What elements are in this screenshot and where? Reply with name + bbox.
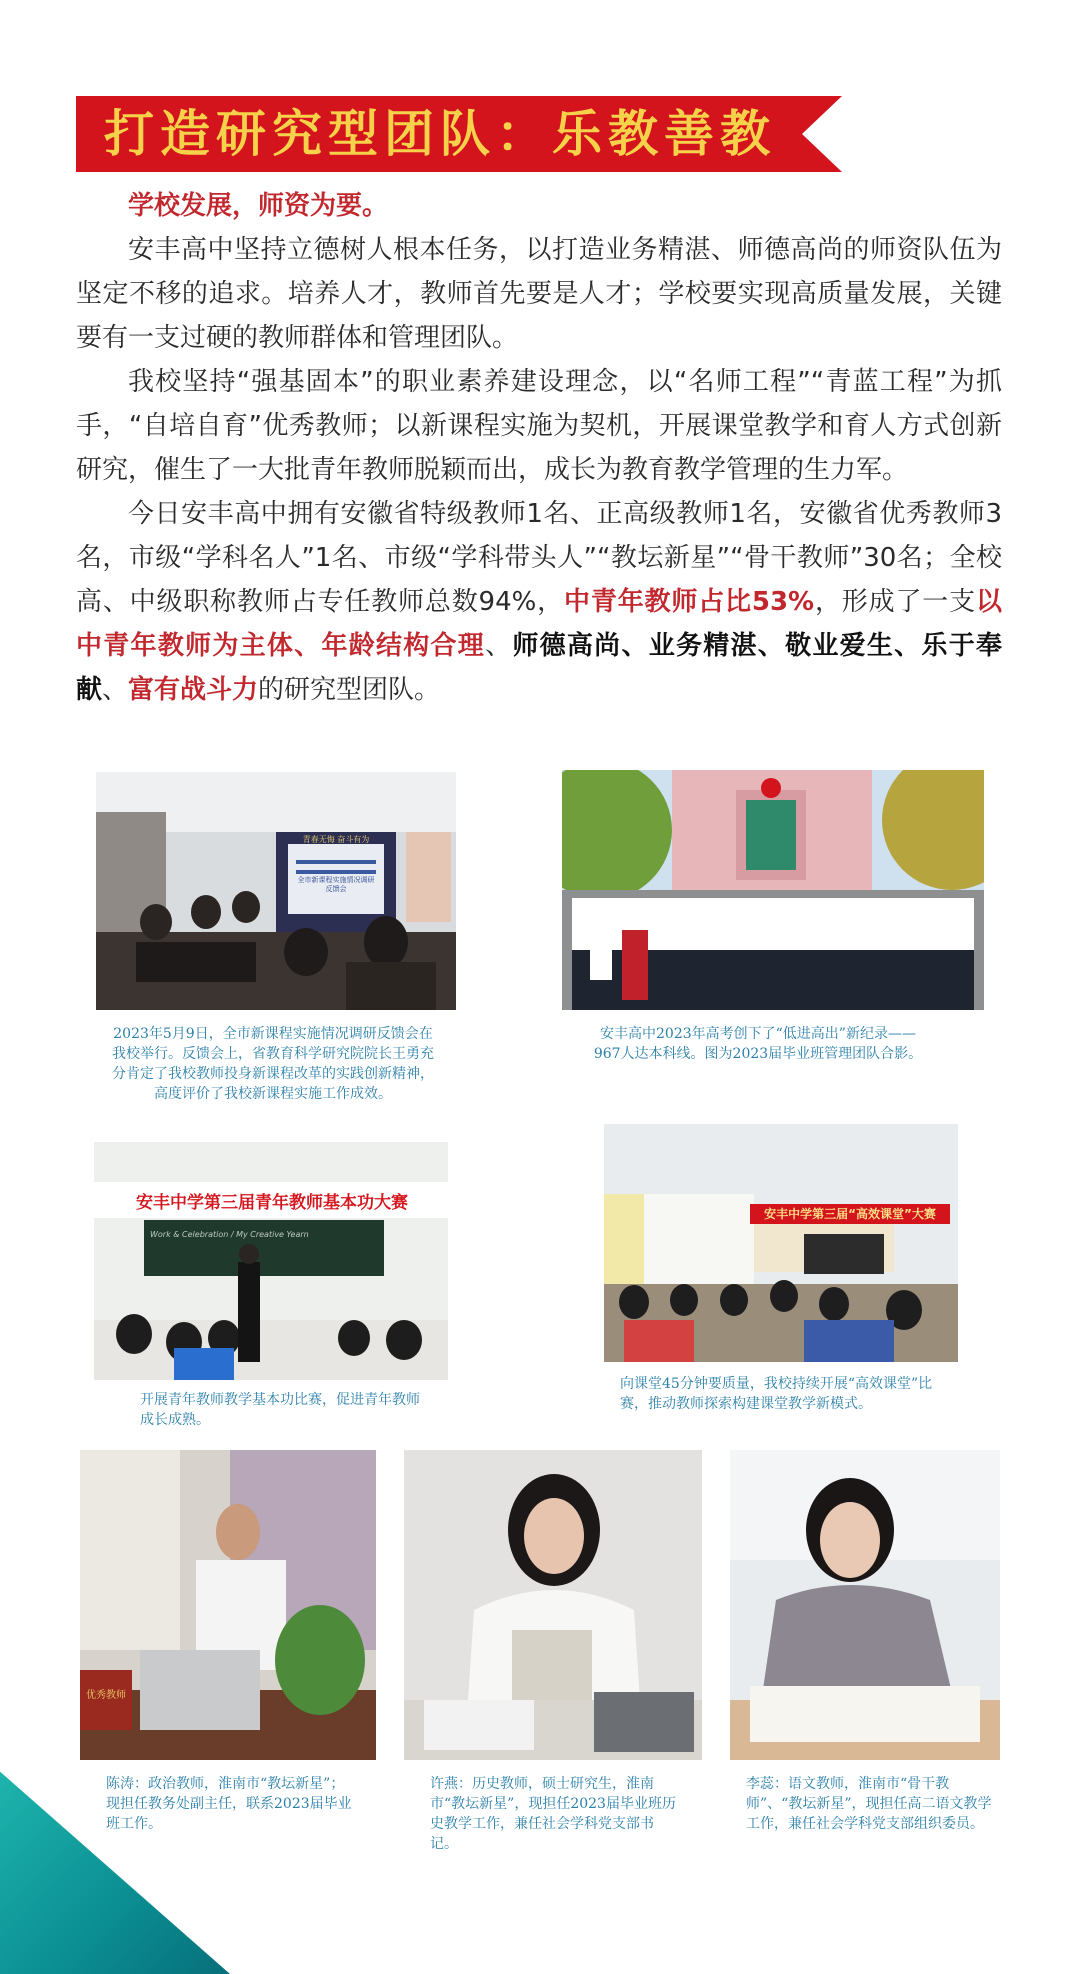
teacher-plaque: 优秀教师 (86, 1690, 126, 1701)
section-title: 打造研究型团队：乐教善教 (104, 104, 776, 163)
caption-li-rui: 李蕊：语文教师，淮南市“骨干教师”、“教坛新星”，现担任高二语文教学工作，兼任社会学科党支部组织委员。 (746, 1776, 992, 1832)
photo-team-group (562, 770, 984, 1010)
intro-paragraph-1: 安丰高中坚持立德树人根本任务，以打造业务精湛、师德高尚的师资队伍为坚定不移的追求。培养人才，教师首先要是人才；学校要实现高质量发展，关键要有一支过硬的教师群体和管理团队。 (76, 235, 1002, 353)
section-banner (76, 96, 842, 172)
caption-chen-tao: 陈涛：政治教师，淮南市“教坛新星”；现担任教务处副主任，联系2023届毕业班工作。 (106, 1776, 352, 1832)
caption-efficient-classroom: 向课堂45分钟要质量，我校持续开展“高效课堂”比赛，推动教师探索构建课堂教学新模式。 (620, 1376, 933, 1412)
caption-teacher-competition: 开展青年教师教学基本功比赛，促进青年教师成长成熟。 (140, 1392, 420, 1428)
photo-teacher-li-rui (730, 1450, 1000, 1760)
caption-xu-yan: 许燕：历史教师，硕士研究生，淮南市“教坛新星”，现担任2023届毕业班历史教学工作，兼任社会学科党支部书记。 (430, 1776, 676, 1852)
photo-efficient-classroom (604, 1124, 958, 1362)
competition-board-text: Work & Celebration / My Creative Yearn (150, 1230, 309, 1239)
caption-team-group: 安丰高中2023年高考创下了“低进高出”新纪录——967人达本科线。图为2023届毕业班管理团队合影。 (593, 1026, 923, 1062)
photo-feedback-meeting (96, 772, 456, 1010)
meeting-banner-text: 青春无悔 奋斗有为 (302, 835, 370, 844)
photo-teacher-competition (94, 1142, 448, 1380)
intro-paragraph-2: 我校坚持“强基固本”的职业素养建设理念，以“名师工程”“青蓝工程”为抓手，“自培自育”优秀教师；以新课程实施为契机，开展课堂教学和育人方式创新研究，催生了一大批青年教师脱颖而出，成长为教育教学管理的生力军。 (76, 367, 1002, 485)
intro-text (76, 184, 1002, 712)
photo-teacher-chen-tao (80, 1450, 376, 1760)
classroom-banner: 安丰中学第三届“高效课堂”大赛 (750, 1204, 950, 1224)
competition-banner: 安丰中学第三届青年教师基本功大赛 (136, 1193, 408, 1213)
caption-feedback-meeting: 2023年5月9日，全市新课程实施情况调研反馈会在我校举行。反馈会上，省教育科学研究院院长王勇充分肯定了我校教师投身新课程改革的实践创新精神，高度评价了我校新课程实施工作成效。 (112, 1026, 434, 1102)
intro-paragraph-3: 今日安丰高中拥有安徽省特级教师1名、正高级教师1名，安徽省优秀教师3名，市级“学科名人”1名、市级“学科带头人”“教坛新星”“骨干教师”30名；全校高、中级职称教师占专任教师总数94%，中青年教师占比53%，形成了一支以中青年教师为主体、年龄结构合理、师德高尚、业务精湛、敬业爱生、乐于奉献、富有战斗力的研究型团队。 (76, 499, 1002, 705)
intro-lead: 学校发展，师资为要。 (128, 191, 389, 221)
photo-teacher-xu-yan (404, 1450, 702, 1760)
meeting-board-text: 全市新课程实施情况调研 反馈会 (297, 876, 375, 893)
